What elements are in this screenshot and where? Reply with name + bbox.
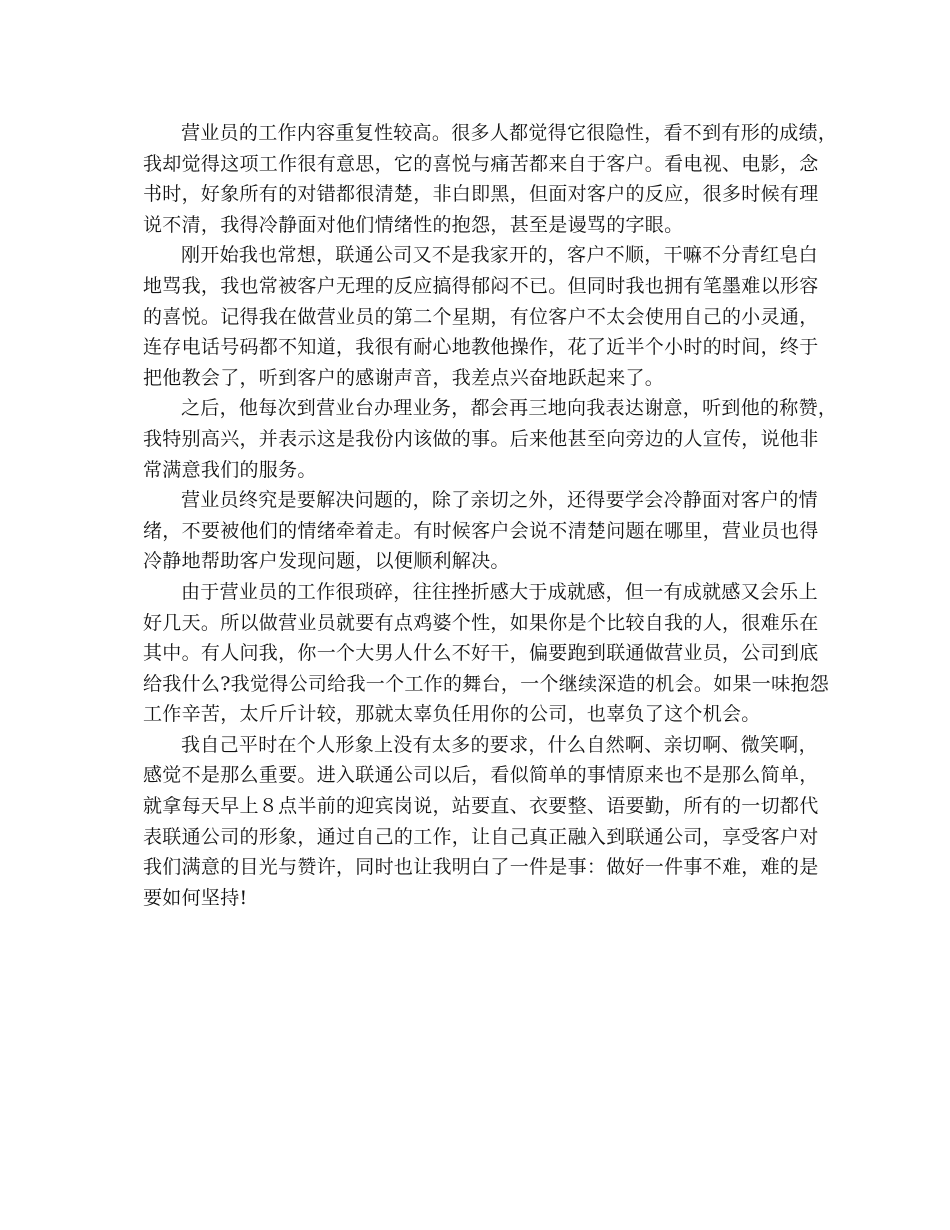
paragraph-4 — [143, 485, 819, 577]
text-line: 给我什么?我觉得公司给我一个工作的舞台，一个继续深造的机会。如果一味抱怨 — [143, 672, 829, 695]
text-line: 常满意我们的服务。 — [143, 458, 317, 481]
text-line: 我自己平时在个人形象上没有太多的要求，什么自然啊、亲切啊、微笑啊， — [181, 733, 818, 756]
text-line: 其中。有人问我，你一个大男人什么不好干，偏要跑到联通做营业员，公司到底 — [143, 642, 819, 665]
text-line: 绪，不要被他们的情绪牵着走。有时候客户会说不清楚问题在哪里，营业员也得 — [143, 519, 819, 542]
text-line: 好几天。所以做营业员就要有点鸡婆个性，如果你是个比较自我的人，很难乐在 — [143, 611, 819, 634]
paragraph-6 — [143, 730, 819, 914]
paragraph-5 — [143, 577, 829, 730]
text-line: 的喜悦。记得我在做营业员的第二个星期，有位客户不太会使用自己的小灵通， — [143, 305, 819, 328]
text-line: 冷静地帮助客户发现问题，以便顺利解决。 — [143, 550, 510, 573]
text-line: 我特别高兴，并表示这是我份内该做的事。后来他甚至向旁边的人宣传，说他非 — [143, 427, 819, 450]
text-line: 工作辛苦，太斤斤计较，那就太辜负任用你的公司，也辜负了这个机会。 — [143, 703, 761, 726]
paragraph-3 — [143, 393, 838, 485]
text-line: 刚开始我也常想，联通公司又不是我家开的，客户不顺，干嘛不分青红皂白 — [181, 244, 818, 267]
text-line: 要如何坚持! — [143, 886, 248, 909]
text-line: 说不清，我得冷静面对他们情绪性的抱怨，甚至是谩骂的字眼。 — [143, 213, 684, 236]
text-line: 书时，好象所有的对错都很清楚，非白即黑，但面对客户的反应，很多时候有理 — [143, 183, 819, 206]
document-body — [143, 118, 838, 913]
text-line: 营业员终究是要解决问题的，除了亲切之外，还得要学会冷静面对客户的情 — [181, 489, 818, 512]
text-line: 表联通公司的形象，通过自己的工作，让自己真正融入到联通公司，享受客户对 — [143, 825, 819, 848]
text-line: 我们满意的目光与赞许，同时也让我明白了一件是事：做好一件事不难，难的是 — [143, 856, 819, 879]
text-line: 我却觉得这项工作很有意思，它的喜悦与痛苦都来自于客户。看电视、电影，念 — [143, 152, 819, 175]
text-line: 就拿每天早上８点半前的迎宾岗说，站要直、衣要整、语要勤，所有的一切都代 — [143, 795, 819, 818]
paragraph-1 — [143, 118, 838, 240]
text-line: 地骂我，我也常被客户无理的反应搞得郁闷不已。但同时我也拥有笔墨难以形容 — [143, 274, 819, 297]
text-line: 由于营业员的工作很琐碎，往往挫折感大于成就感，但一有成就感又会乐上 — [181, 580, 818, 603]
text-line: 感觉不是那么重要。进入联通公司以后，看似简单的事情原来也不是那么简单， — [143, 764, 819, 787]
paragraph-2 — [143, 240, 819, 393]
text-line: 把他教会了，听到客户的感谢声音，我差点兴奋地跃起来了。 — [143, 366, 665, 389]
text-line: 营业员的工作内容重复性较高。很多人都觉得它很隐性，看不到有形的成绩， — [181, 122, 838, 144]
text-line: 之后，他每次到营业台办理业务，都会再三地向我表达谢意，听到他的称赞， — [181, 397, 838, 420]
text-line: 连存电话号码都不知道，我很有耐心地教他操作，花了近半个小时的时间，终于 — [143, 336, 819, 359]
